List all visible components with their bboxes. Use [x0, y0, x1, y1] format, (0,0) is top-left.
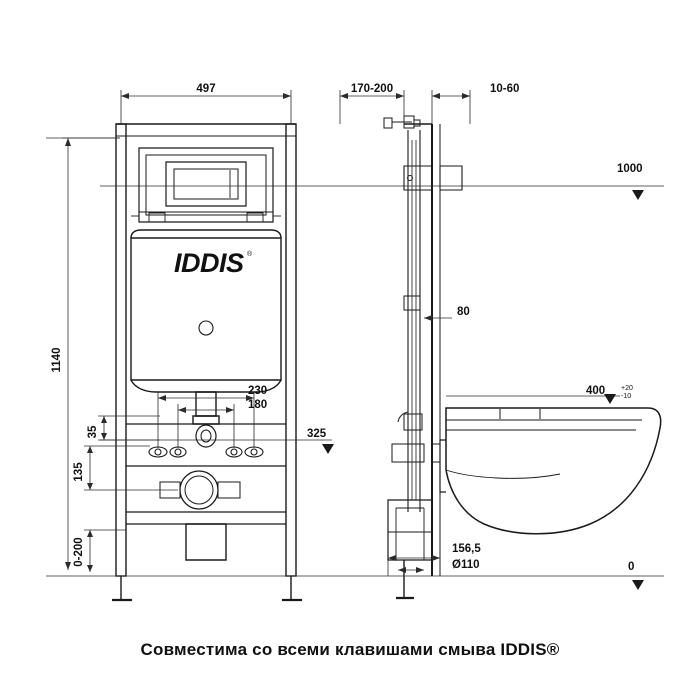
- bolt-hole-outer-right: [251, 449, 257, 455]
- dim-d110-arrow-right: [416, 567, 424, 573]
- dim-497-arrow-left: [121, 93, 129, 99]
- soil-outlet-collar: [180, 471, 218, 509]
- bracket-left: [149, 213, 165, 222]
- brand-logo: IDDIS: [174, 248, 244, 278]
- wall-hung-bowl-view: [440, 408, 661, 534]
- dim-135-arrow-top: [87, 446, 93, 453]
- dim-230-arrow-left: [158, 395, 166, 401]
- label-depth-80: 80: [457, 306, 470, 318]
- label-offset-35: 35: [87, 425, 99, 439]
- label-outlet-diameter: Ø110: [452, 559, 480, 571]
- bowl-wall-flange: [440, 440, 446, 492]
- level-400-marker: [604, 394, 616, 404]
- bolt-bosses: [149, 447, 263, 457]
- dim-497-arrow-right: [283, 93, 291, 99]
- soil-outlet-bore: [185, 476, 213, 504]
- label-width-497: 497: [196, 83, 216, 95]
- cistern-top-edge: [131, 230, 281, 238]
- dim-1140-arrow-top: [65, 138, 71, 146]
- bolt-hole-inner-left: [175, 449, 181, 455]
- label-foot-adjust-0-200: 0-200: [73, 537, 85, 567]
- label-depth-10-60: 10-60: [490, 83, 520, 95]
- dim-0-200-arrow-bottom: [87, 565, 93, 572]
- label-tolerance-minus: -10: [621, 393, 632, 400]
- side-elevation-view: [384, 116, 462, 598]
- cistern-inspection-port: [199, 321, 213, 335]
- flush-plate-window: [174, 169, 238, 199]
- label-height-325: 325: [307, 428, 327, 440]
- level-0-marker: [632, 580, 644, 590]
- bolt-hole-outer-left: [155, 449, 161, 455]
- label-level-zero: 0: [628, 561, 635, 573]
- label-height-1140: 1140: [51, 347, 63, 373]
- label-depth-170-200: 170-200: [350, 83, 394, 95]
- dim-170-200-arrow-left: [340, 93, 348, 99]
- frame-left-upright: [116, 124, 126, 576]
- flush-pipe-outlet: [196, 425, 216, 447]
- level-325-marker: [322, 444, 334, 454]
- level-1000-marker: [632, 190, 644, 200]
- dim-80-arrow: [424, 315, 432, 321]
- drain-stub: [186, 524, 226, 560]
- label-offset-135: 135: [73, 462, 85, 482]
- dim-10-60-arrow-right: [462, 93, 470, 99]
- inlet-nut: [414, 120, 420, 126]
- label-bolt-230: 230: [248, 385, 268, 397]
- flush-pipe: [196, 392, 216, 416]
- side-flush-elbow: [404, 414, 422, 430]
- front-elevation-view: [112, 124, 302, 600]
- dim-180-arrow-right: [226, 407, 234, 413]
- label-depth-156-5: 156,5: [452, 543, 481, 555]
- flush-pipe-collar: [193, 416, 219, 424]
- label-bolt-180: 180: [248, 399, 268, 411]
- dim-180-arrow-left: [178, 407, 186, 413]
- dim-170-200-arrow-right: [396, 93, 404, 99]
- inlet-valve-box: [384, 118, 392, 128]
- bolt-hole-inner-right: [231, 449, 237, 455]
- side-outlet-wall-plate: [432, 444, 440, 462]
- soil-outlet-spigot: [218, 482, 240, 498]
- label-height-1000: 1000: [617, 163, 643, 175]
- dim-35-arrow-top: [101, 416, 107, 423]
- soil-bend: [388, 500, 432, 560]
- dim-1140-arrow-bottom: [65, 562, 71, 570]
- label-height-400: 400: [586, 385, 606, 397]
- bowl-outline: [446, 408, 661, 534]
- brand-registered-mark: ®: [247, 251, 253, 258]
- bowl-under-line: [446, 470, 560, 478]
- dim-35-arrow-bottom: [101, 433, 107, 440]
- dim-10-60-arrow-left: [432, 93, 440, 99]
- bracket-right: [247, 213, 263, 222]
- dim-d110-arrow-left: [398, 567, 406, 573]
- caption-text: Совместима со всеми клавишами смыва IDDIS®: [140, 640, 560, 659]
- label-tolerance-plus: +20: [621, 385, 633, 392]
- dim-135-arrow-bottom: [87, 483, 93, 490]
- revision-opening: [139, 148, 273, 222]
- frame-right-upright: [286, 124, 296, 576]
- dim-0-200-arrow-top: [87, 530, 93, 537]
- dim-156-arrow-right: [432, 555, 440, 561]
